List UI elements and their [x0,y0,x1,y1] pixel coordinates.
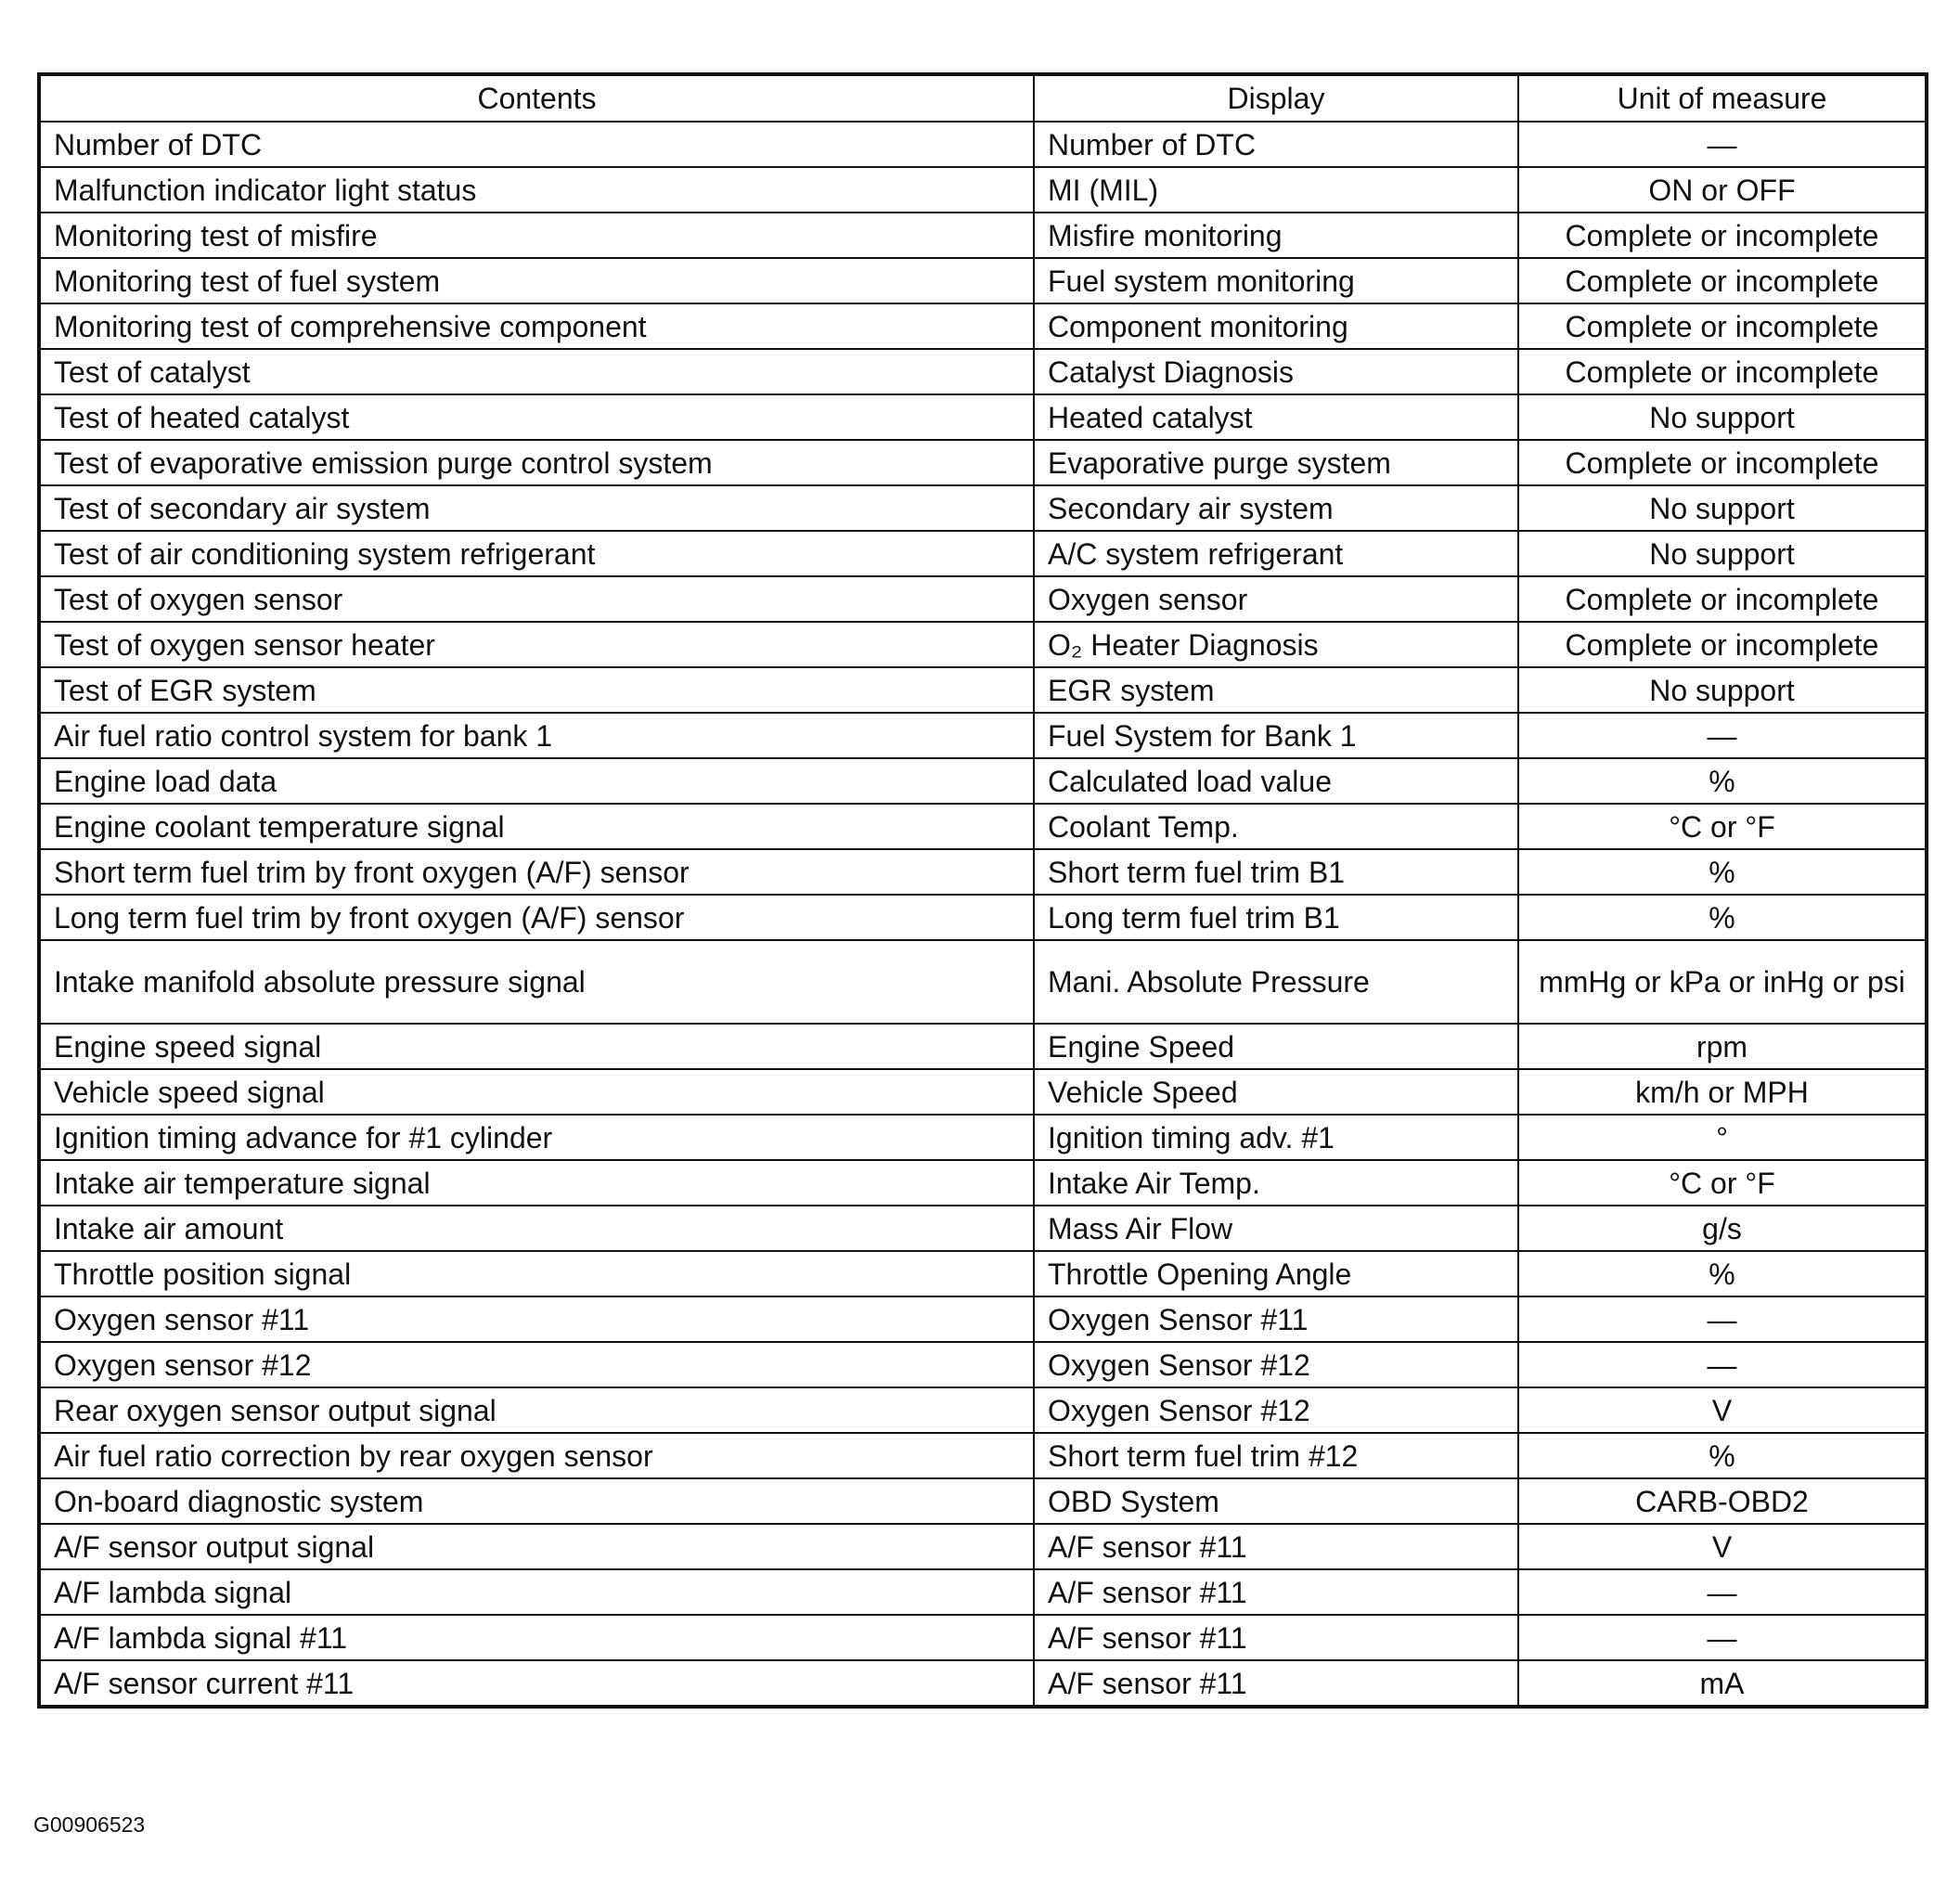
table-row [39,213,1927,258]
cell-display: Short term fuel trim #12 [1034,1433,1518,1478]
cell-contents: Engine coolant temperature signal [39,804,1034,849]
table-row [39,1251,1927,1296]
cell-contents: Short term fuel trim by front oxygen (A/F) sensor [39,849,1034,895]
table-row [39,485,1927,531]
cell-unit: ° [1518,1115,1927,1160]
cell-contents: Intake air amount [39,1206,1034,1251]
cell-display: Heated catalyst [1034,394,1518,440]
header-unit: Unit of measure [1518,74,1927,122]
cell-contents: Test of EGR system [39,667,1034,713]
cell-contents: Engine load data [39,758,1034,804]
cell-display: Ignition timing adv. #1 [1034,1115,1518,1160]
table-row [39,804,1927,849]
cell-display: Mass Air Flow [1034,1206,1518,1251]
cell-contents: Air fuel ratio control system for bank 1 [39,713,1034,758]
cell-contents: A/F lambda signal [39,1569,1034,1615]
cell-unit: No support [1518,667,1927,713]
table-row [39,531,1927,576]
cell-contents: A/F sensor current #11 [39,1660,1034,1707]
table-row [39,440,1927,485]
table-row [39,349,1927,394]
cell-contents: Test of oxygen sensor [39,576,1034,622]
cell-display: Oxygen Sensor #12 [1034,1387,1518,1433]
cell-display: A/F sensor #11 [1034,1524,1518,1569]
table-row [39,1296,1927,1342]
cell-contents: Malfunction indicator light status [39,167,1034,213]
cell-display: MI (MIL) [1034,167,1518,213]
cell-display: Secondary air system [1034,485,1518,531]
table-row [39,1206,1927,1251]
cell-unit: Complete or incomplete [1518,576,1927,622]
cell-unit: — [1518,1569,1927,1615]
table-row [39,895,1927,940]
cell-contents: Intake manifold absolute pressure signal [39,940,1034,1024]
cell-contents: Monitoring test of misfire [39,213,1034,258]
table-row [39,1478,1927,1524]
cell-contents: Oxygen sensor #12 [39,1342,1034,1387]
cell-unit: Complete or incomplete [1518,213,1927,258]
table-row [39,1615,1927,1660]
cell-display: Vehicle Speed [1034,1069,1518,1115]
cell-unit: mA [1518,1660,1927,1707]
cell-unit: Complete or incomplete [1518,622,1927,667]
table-body [39,122,1927,1707]
cell-display: Oxygen sensor [1034,576,1518,622]
cell-contents: Test of secondary air system [39,485,1034,531]
cell-display: O₂ Heater Diagnosis [1034,622,1518,667]
cell-display: OBD System [1034,1478,1518,1524]
cell-contents: A/F lambda signal #11 [39,1615,1034,1660]
cell-contents: Intake air temperature signal [39,1160,1034,1206]
table-row [39,667,1927,713]
cell-contents: Vehicle speed signal [39,1069,1034,1115]
table-row [39,394,1927,440]
cell-display: A/F sensor #11 [1034,1660,1518,1707]
table-row [39,1433,1927,1478]
table-row [39,1524,1927,1569]
table-row [39,1160,1927,1206]
table-row [39,758,1927,804]
table-row [39,576,1927,622]
cell-display: Evaporative purge system [1034,440,1518,485]
cell-unit: km/h or MPH [1518,1069,1927,1115]
cell-unit: — [1518,1615,1927,1660]
cell-display: Coolant Temp. [1034,804,1518,849]
cell-contents: Monitoring test of fuel system [39,258,1034,303]
cell-display: Component monitoring [1034,303,1518,349]
cell-contents: Air fuel ratio correction by rear oxygen sensor [39,1433,1034,1478]
cell-unit: ON or OFF [1518,167,1927,213]
cell-display: Number of DTC [1034,122,1518,167]
cell-unit: mmHg or kPa or inHg or psi [1518,940,1927,1024]
table-row [39,1569,1927,1615]
cell-display: Calculated load value [1034,758,1518,804]
cell-unit: — [1518,122,1927,167]
cell-unit: — [1518,1296,1927,1342]
cell-unit: Complete or incomplete [1518,349,1927,394]
header-display: Display [1034,74,1518,122]
cell-display: Throttle Opening Angle [1034,1251,1518,1296]
cell-contents: Long term fuel trim by front oxygen (A/F) sensor [39,895,1034,940]
cell-display: Fuel System for Bank 1 [1034,713,1518,758]
cell-unit: V [1518,1387,1927,1433]
cell-unit: % [1518,1433,1927,1478]
table-row [39,1342,1927,1387]
data-table [37,72,1928,1709]
header-contents: Contents [39,74,1034,122]
table-row [39,1024,1927,1069]
table-row [39,258,1927,303]
cell-display: Fuel system monitoring [1034,258,1518,303]
cell-contents: Test of catalyst [39,349,1034,394]
table-row [39,122,1927,167]
cell-unit: % [1518,895,1927,940]
cell-unit: g/s [1518,1206,1927,1251]
table-row [39,1660,1927,1707]
cell-display: A/F sensor #11 [1034,1569,1518,1615]
cell-contents: Ignition timing advance for #1 cylinder [39,1115,1034,1160]
cell-display: Intake Air Temp. [1034,1160,1518,1206]
cell-contents: Test of air conditioning system refrigerant [39,531,1034,576]
cell-contents: Test of heated catalyst [39,394,1034,440]
cell-unit: No support [1518,485,1927,531]
cell-unit: % [1518,849,1927,895]
figure-id: G00906523 [33,1812,146,1837]
table-row [39,713,1927,758]
table-row [39,303,1927,349]
cell-display: Catalyst Diagnosis [1034,349,1518,394]
cell-display: A/C system refrigerant [1034,531,1518,576]
cell-display: Long term fuel trim B1 [1034,895,1518,940]
cell-display: Mani. Absolute Pressure [1034,940,1518,1024]
cell-contents: Monitoring test of comprehensive component [39,303,1034,349]
cell-unit: Complete or incomplete [1518,440,1927,485]
cell-unit: % [1518,1251,1927,1296]
cell-contents: Test of oxygen sensor heater [39,622,1034,667]
table-header-row [39,74,1927,122]
cell-contents: On-board diagnostic system [39,1478,1034,1524]
cell-display: Oxygen Sensor #11 [1034,1296,1518,1342]
table-row [39,849,1927,895]
cell-display: Misfire monitoring [1034,213,1518,258]
cell-contents: Test of evaporative emission purge control system [39,440,1034,485]
table-row [39,1115,1927,1160]
cell-display: EGR system [1034,667,1518,713]
table-row [39,622,1927,667]
cell-unit: No support [1518,394,1927,440]
cell-unit: — [1518,1342,1927,1387]
cell-display: Short term fuel trim B1 [1034,849,1518,895]
cell-unit: V [1518,1524,1927,1569]
cell-contents: Number of DTC [39,122,1034,167]
cell-contents: Throttle position signal [39,1251,1034,1296]
cell-display: Oxygen Sensor #12 [1034,1342,1518,1387]
cell-unit: Complete or incomplete [1518,303,1927,349]
cell-unit: No support [1518,531,1927,576]
cell-unit: — [1518,713,1927,758]
table-row [39,1387,1927,1433]
cell-contents: A/F sensor output signal [39,1524,1034,1569]
cell-unit: % [1518,758,1927,804]
cell-contents: Engine speed signal [39,1024,1034,1069]
table-row [39,1069,1927,1115]
cell-display: A/F sensor #11 [1034,1615,1518,1660]
cell-contents: Rear oxygen sensor output signal [39,1387,1034,1433]
table-row [39,167,1927,213]
cell-display: Engine Speed [1034,1024,1518,1069]
cell-unit: Complete or incomplete [1518,258,1927,303]
cell-unit: rpm [1518,1024,1927,1069]
cell-unit: CARB-OBD2 [1518,1478,1927,1524]
cell-unit: °C or °F [1518,1160,1927,1206]
table-row [39,940,1927,1024]
cell-contents: Oxygen sensor #11 [39,1296,1034,1342]
cell-unit: °C or °F [1518,804,1927,849]
